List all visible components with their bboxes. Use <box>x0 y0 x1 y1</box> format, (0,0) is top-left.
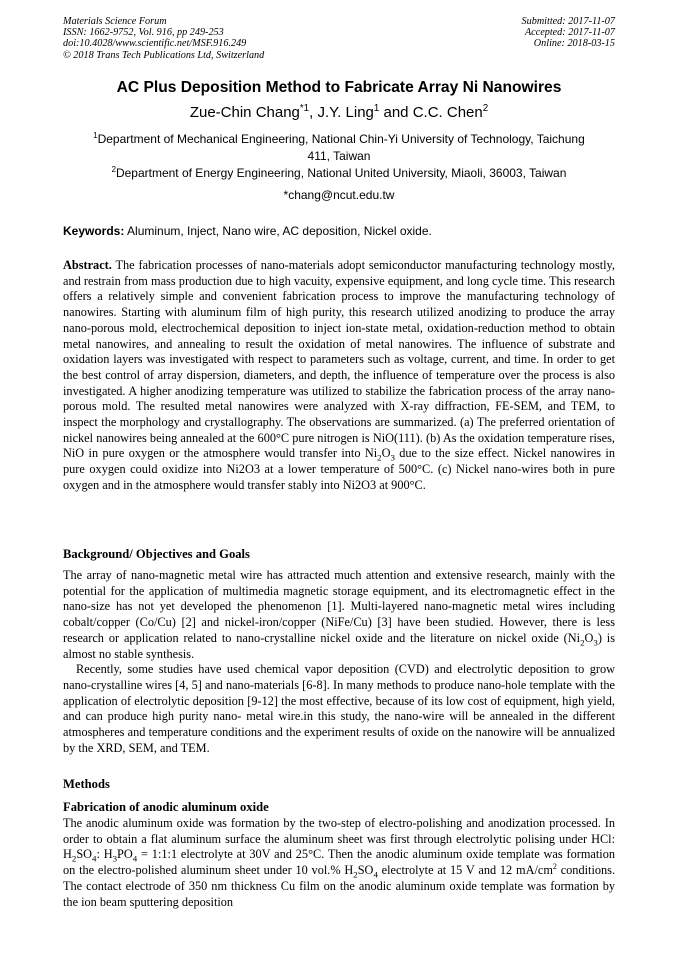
journal-header <box>63 16 264 61</box>
methods-text: SO <box>357 863 374 878</box>
author-2-mark: 1 <box>373 103 380 114</box>
affiliation-2-text: Department of Energy Engineering, National United University, Miaoli, 36003, Taiwan <box>115 166 567 180</box>
background-text-1: The array of nano-magnetic metal wire has attracted much attention and extensive research, mainly with the potential for the application of multimedia magnetic storage equipment, and its electromagnetic effect in the nano-size has not yet developed the phenomenon [1]. Multi-layered nano-magnetic metal wires including cobalt/copper (Co/Cu) [2] and nickel-iron/copper (NiFe/Cu) [3] have been studied. However, there is less research or application related to nano-crystalline nickel oxide and the literature on nickel oxide (Ni <box>63 568 615 645</box>
submitted-date: Submitted: 2017-11-07 <box>521 16 615 27</box>
subscript: 2 <box>71 853 77 864</box>
affiliation-2 <box>90 165 588 182</box>
subscript: 3 <box>112 853 118 864</box>
subscript: 2 <box>353 869 358 880</box>
affiliation-1-mark: 1 <box>93 131 98 140</box>
methods-text: electrolyte at 15 V and 12 mA/cm <box>377 863 553 878</box>
keywords-text: Aluminum, Inject, Nano wire, AC deposition, Nickel oxide. <box>124 224 432 238</box>
background-section <box>63 568 615 756</box>
journal-name: Materials Science Forum <box>63 16 167 27</box>
methods-paragraph <box>63 816 615 910</box>
author-1-mark: *1 <box>299 103 310 114</box>
subscript: 3 <box>593 637 598 648</box>
affiliation-1 <box>90 131 588 164</box>
subscript: 4 <box>373 869 378 880</box>
background-formula-o: O <box>584 630 594 645</box>
journal-issn: ISSN: 1662-9752, Vol. 916, pp 249-253 <box>63 27 224 39</box>
background-paragraph-2: Recently, some studies have used chemical vapor deposition (CVD) and electrolytic deposition to grow nano-crystalline wires [4, 5] and nano-materials [6-8]. In many methods to produce nano-hole template with the application of electrolytic deposition [9-12] the most effective, because of its low cost of equipment, high yield, and can produce high purity nano- metal wire.in this study, the nano-wire will be annealed in the different atmospheres and temperature conditions and the experiment results of oxide on the nanowire will be annualized by the XRD, SEM, and TEM. <box>63 662 615 755</box>
subscript: 4 <box>132 853 138 864</box>
superscript: 2 <box>552 862 557 872</box>
author-list <box>0 104 678 121</box>
methods-text: conditions. The contact electrode of 350 nm thickness Cu film on the anodic aluminum oxide template was formation by the ion beam sputtering deposition <box>63 863 616 909</box>
corresponding-email: *chang@ncut.edu.tw <box>283 188 395 202</box>
affiliation-1-text: Department of Mechanical Engineering, National Chin-Yi University of Technology, Taichung 411, Taiwan <box>97 132 585 163</box>
author-2: , J.Y. Ling <box>309 104 374 121</box>
journal-copyright: © 2018 Trans Tech Publications Ltd, Switzerland <box>63 49 265 61</box>
journal-doi: doi:10.4028/www.scientific.net/MSF.916.249 <box>63 38 247 50</box>
section-heading-background: Background/ Objectives and Goals <box>63 547 250 561</box>
subscript: 4 <box>92 853 97 864</box>
author-3: and C.C. Chen <box>379 104 483 121</box>
abstract <box>63 258 615 494</box>
author-1: Zue-Chin Chang <box>189 104 300 121</box>
methods-text: = 1:1:1 electrolyte at 30V and 25°C. Then the anodic aluminum oxide template was formation on the electro-polished aluminum sheet under 10 vol.% H <box>63 847 615 878</box>
paper-title: AC Plus Deposition Method to Fabricate Array Ni Nanowires <box>116 79 562 96</box>
abstract-text-1: The fabrication processes of nano-materials adopt semiconductor manufacturing technology mostly, and restrain from mass production due to high vacuity, expensive equipment, and long cycle time. This research offers a relatively simple and convenient fabrication process to improve the manufacturing technology of nanowires. Starting with aluminum film of high purity, this research utilized anodizing to produce the array nano-porous mold, electrochemical deposition to inject ion-state metal, oxidation-reduction method to obtain metal nanowires, and annealing to result the oxidation of metal nanowires. The influence of substrate and oxidation layers was investigated with respect to parameters such as voltage, current, and time. In order to get the best control of array dispersion, diameters, and depth, the influence of temperature over the process is also investigated. A higher anodizing temperature was utilized to stabilize the fabrication process of the array nano-porous mold. The resulted metal nanowires were analyzed with X-ray diffraction, FE-SEM, and TEM, to inspect the morphology and crystallography. The observations are summarized. (a) The preferred orientation of nickel nanowires being annealed at the 600°C pure nitrogen is NiO(111). (b) As the oxidation temperature rises, NiO in pure oxygen or the atmosphere would transfer into Ni <box>63 258 615 461</box>
methods-text: The anodic aluminum oxide was formation by the two-step of electro-polishing and anodization processed. In order to obtain a flat aluminum surface the aluminum sheet was first through electrolytic polising under HCl: H <box>63 816 615 862</box>
methods-text: PO <box>117 847 133 862</box>
author-3-mark: 2 <box>482 103 489 114</box>
methods-text: SO <box>76 847 93 862</box>
subscript: 2 <box>377 452 382 463</box>
affiliation-2-mark: 2 <box>111 165 116 174</box>
abstract-text-2: due to the size effect. Nickel nanowires in pure oxygen could oxidize into Ni2O3 at a lower temperature of 500°C. (c) Nickel nano-wires both in pure oxygen and in the atmosphere would transfer stably into Ni2O3 at 900°C. <box>63 446 615 492</box>
subsection-heading-fabrication: Fabrication of anodic aluminum oxide <box>63 800 269 814</box>
background-paragraph-1 <box>63 568 615 662</box>
keywords <box>63 224 615 238</box>
background-text-2: ) is almost no stable synthesis. <box>63 630 615 661</box>
abstract-label: Abstract. <box>63 258 112 272</box>
abstract-formula-o: O <box>381 446 391 461</box>
section-heading-methods: Methods <box>63 777 110 791</box>
online-date: Online: 2018-03-15 <box>533 38 615 50</box>
accepted-date: Accepted: 2017-11-07 <box>524 27 615 39</box>
methods-text: : H <box>96 847 113 862</box>
subscript: 3 <box>390 452 395 463</box>
subscript: 2 <box>580 637 585 648</box>
submission-dates <box>522 16 615 50</box>
keywords-label: Keywords: <box>63 224 125 238</box>
